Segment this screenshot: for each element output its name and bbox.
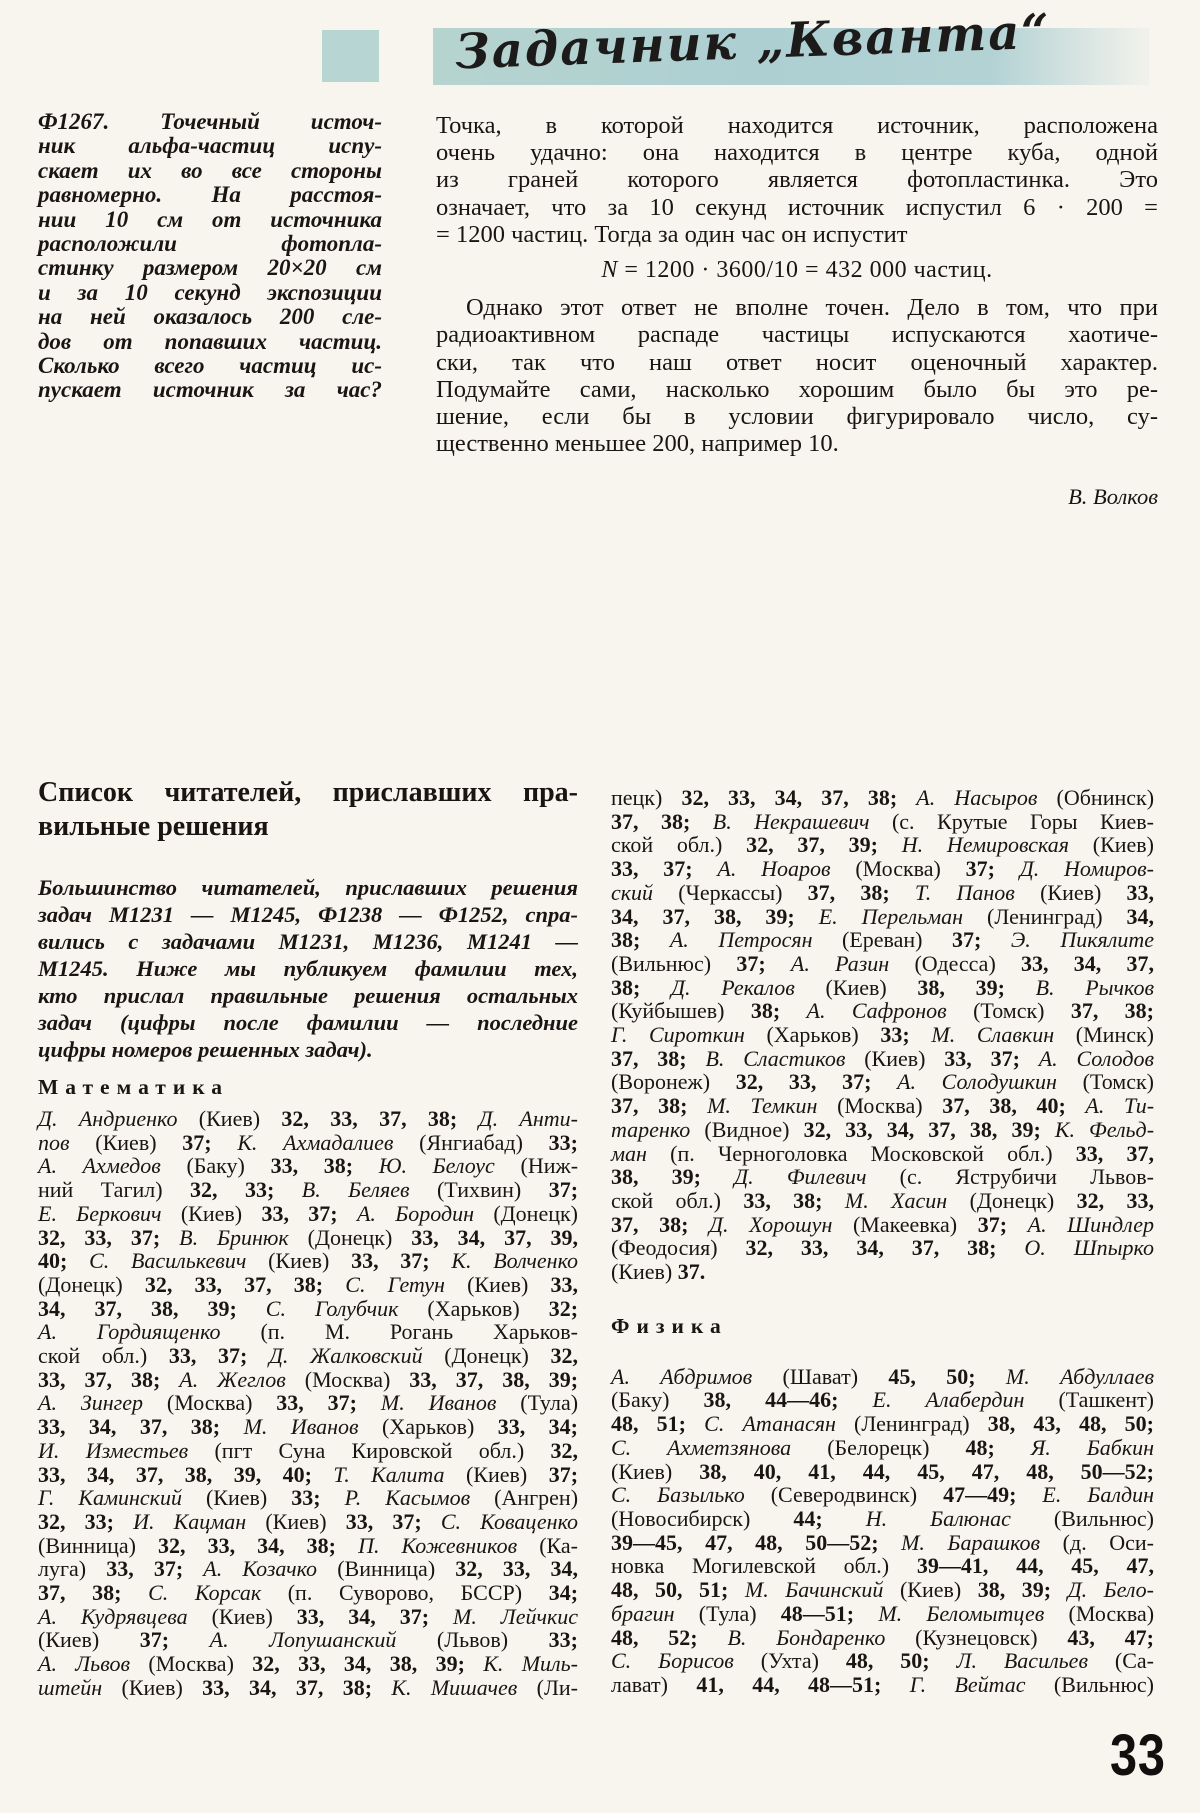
text-line: (Киев) 37; А. Лопушанский (Львов) 33; (38, 1627, 578, 1653)
text-line: А. Абдримов (Шават) 45, 50; М. Абдуллаев (611, 1363, 1155, 1389)
text-line: Однако этот ответ не вполне точен. Дело в том, что при (466, 294, 1158, 322)
text-line: 34, 37, 38, 39; С. Голубчик (Харьков) 32; (38, 1295, 579, 1321)
text-line: нии 10 см от источника (38, 206, 382, 232)
text-line: брагин (Тула) 48—51; М. Беломытцев (Москва) (611, 1600, 1155, 1626)
text-line: Е. Беркович (Киев) 33, 37; А. Бородин (Донецк) (38, 1200, 579, 1226)
text-line: Д. Андриенко (Киев) 32, 33, 37, 38; Д. Анти- (38, 1106, 578, 1131)
text-line: 32, 33, 37; В. Бринюк (Донецк) 33, 34, 37, 39, (38, 1224, 579, 1250)
solution-column (436, 112, 1158, 511)
physics-section-header: Физика (611, 1313, 728, 1338)
text-line: вильные решения (38, 811, 269, 842)
text-line: ски, так что наш ответ носит оценочный характер. (436, 348, 1158, 376)
text-line: (Винница) 32, 33, 34, 38; П. Кожевников (Ка- (38, 1532, 579, 1558)
text-line: новка Могилевской обл.) 39—41, 44, 45, 47, (611, 1553, 1155, 1579)
text-line: 39—45, 47, 48, 50—52; М. Барашков (д. Оси- (611, 1529, 1155, 1555)
text-line: Большинство читателей, приславших решения (38, 875, 578, 900)
text-line: скает их во все стороны (38, 157, 382, 183)
text-line: ской обл.) 33, 38; М. Хасин (Донецк) 32, 33, (611, 1187, 1155, 1213)
solution-paragraph-1 (436, 112, 1158, 248)
text-line: цифры номеров решенных задач). (38, 1037, 373, 1062)
readers-left-column (38, 776, 578, 1700)
text-line: А. Гордиященко (п. М. Рогань Харьков- (38, 1319, 578, 1345)
text-line: луга) 33, 37; А. Козачко (Винница) 32, 33, 34, (38, 1556, 579, 1582)
text-line: А. Ахмедов (Баку) 33, 38; Ю. Белоус (Ниж- (38, 1153, 579, 1179)
text-line: 33, 37, 38; А. Жеглов (Москва) 33, 37, 38, 39; (38, 1366, 579, 1392)
header-band-square (322, 30, 379, 82)
text-line: (Воронеж) 32, 33, 37; А. Солодушкин (Томск) (611, 1069, 1155, 1095)
text-line: пецк) 32, 33, 34, 37, 38; А. Насыров (Обнинск) (611, 785, 1155, 810)
text-line: 37, 38; В. Некрашевич (с. Крутые Горы Киев- (611, 808, 1154, 834)
text-line: 38; А. Петросян (Ереван) 37; Э. Пикялите (611, 927, 1154, 953)
header-band (433, 3, 1149, 85)
text-line: 34, 37, 38, 39; Е. Перельман (Ленинград) 34, (611, 903, 1155, 929)
text-line: Точка, в которой находится источник, расположена (436, 112, 1158, 139)
text-line: 33, 34, 37, 38, 39, 40; Т. Калита (Киев) 37; (38, 1461, 579, 1487)
text-line: кто прислал правильные решения остальных (38, 983, 578, 1008)
text-line: ской обл.) 33, 37; Д. Жалковский (Донецк) 32, (38, 1343, 579, 1369)
text-line: = 1200 частиц. Тогда за один час он испустит (436, 220, 908, 248)
text-line: таренко (Видное) 32, 33, 34, 37, 38, 39; К. Фельд- (611, 1116, 1155, 1142)
readers-section-heading (38, 776, 578, 844)
text-line: ской обл.) 32, 37, 39; Н. Немировская (Киев) (611, 832, 1155, 858)
text-line: С. Борисов (Ухта) 48, 50; Л. Васильев (Са- (611, 1648, 1155, 1674)
text-line: (Киев) 38, 40, 41, 44, 45, 47, 48, 50—52; (611, 1458, 1155, 1484)
text-line: Подумайте сами, насколько хорошим было бы это ре- (436, 375, 1158, 403)
math-section-header: Математика (38, 1075, 230, 1099)
text-line: ский (Черкассы) 37, 38; Т. Панов (Киев) 33, (611, 879, 1155, 905)
formula-body: = 1200 · 3600/10 = 432 000 частиц. (617, 257, 993, 284)
text-line: и за 10 секунд экспозиции (38, 279, 382, 305)
text-line: лават) 41, 44, 48—51; Г. Вейтас (Вильнюс) (611, 1671, 1155, 1697)
text-line: А. Кудрявцева (Киев) 33, 34, 37; М. Лейчкис (38, 1603, 579, 1629)
text-line: С. Ахметзянова (Белорецк) 48; Я. Бабкин (611, 1434, 1155, 1460)
text-line: 37, 38; С. Корсак (п. Суворово, БССР) 34; (38, 1580, 579, 1606)
text-line: означает, что за 10 секунд источник испустил 6 · 200 = (436, 193, 1158, 221)
text-line: 38; Д. Рекалов (Киев) 38, 39; В. Рычков (611, 974, 1155, 1000)
text-line: равномерно. На расстоя- (38, 182, 382, 208)
problem-statement (38, 110, 382, 403)
text-line: очень удачно: она находится в центре куба, одной (436, 139, 1158, 167)
text-line: 33, 34, 37, 38; М. Иванов (Харьков) 33, 34; (38, 1414, 579, 1440)
header-script-title: Задачник „Кванта“ (454, 3, 1052, 81)
text-line: 37, 38; М. Темкин (Москва) 37, 38, 40; А. Ти- (611, 1093, 1155, 1119)
solution-formula (436, 257, 1158, 284)
text-line: пускает источник за час? (38, 377, 382, 403)
solution-paragraph-2 (436, 294, 1158, 457)
text-line: ник альфа-частиц испу- (38, 133, 382, 159)
text-line: расположили фотопла- (38, 231, 382, 257)
text-line: из граней которого является фотопластинка. Это (436, 166, 1158, 194)
text-line: задач М1231 — М1245, Ф1238 — Ф1252, спра- (38, 902, 578, 927)
text-line: (Куйбышев) 38; А. Сафронов (Томск) 37, 38; (611, 998, 1154, 1024)
text-line: А. Львов (Москва) 32, 33, 34, 38, 39; К. Миль- (38, 1651, 578, 1677)
text-line: стинку размером 20×20 см (38, 255, 382, 281)
text-line: (Киев) 37. (611, 1259, 706, 1285)
text-line: С. Базылько (Северодвинск) 47—49; Е. Балдин (611, 1482, 1154, 1508)
text-line: (Вильнюс) 37; А. Разин (Одесса) 33, 34, 37, (611, 950, 1155, 976)
text-line: вились с задачами М1231, М1236, М1241 — (38, 929, 578, 954)
formula-variable: N (601, 257, 618, 284)
text-line: шение, если бы в условии фигурировало число, су- (436, 403, 1158, 431)
text-line: на ней оказалось 200 сле- (38, 304, 382, 330)
text-line: Список читателей, приславших пра- (38, 777, 578, 808)
text-line: 48, 51; С. Атанасян (Ленинград) 38, 43, 48, 50; (611, 1411, 1154, 1437)
text-line: 40; С. Василькевич (Киев) 33, 37; К. Волченко (38, 1248, 579, 1274)
text-line: 48, 50, 51; М. Бачинский (Киев) 38, 39; Д. Бело- (611, 1577, 1155, 1603)
text-line: А. Зингер (Москва) 33, 37; М. Иванов (Тула) (38, 1390, 579, 1416)
text-line: 33, 37; А. Ноаров (Москва) 37; Д. Номиров- (611, 856, 1154, 882)
author-byline: В. Волков (1068, 484, 1158, 510)
readers-intro (38, 874, 578, 1063)
text-line: Сколько всего частиц ис- (38, 353, 382, 379)
text-line: радиоактивном распаде частицы испускаются хаотиче- (436, 321, 1158, 349)
text-line: 48, 52; В. Бондаренко (Кузнецовск) 43, 47; (611, 1624, 1155, 1650)
math-readers-list-col1 (38, 1107, 578, 1700)
text-line: Г. Сироткин (Харьков) 33; М. Славкин (Минск) (611, 1022, 1155, 1048)
text-line: 37, 38; В. Сластиков (Киев) 33, 37; А. Солодов (611, 1045, 1155, 1071)
text-line: 38, 39; Д. Филевич (с. Яструбичи Львов- (611, 1164, 1154, 1190)
text-line: дов от попавших частиц. (38, 328, 382, 354)
text-line: (Донецк) 32, 33, 37, 38; С. Гетун (Киев) 33, (38, 1271, 579, 1297)
text-line: задач (цифры после фамилии — последние (38, 1010, 578, 1035)
text-line: штейн (Киев) 33, 34, 37, 38; К. Мишачев (Ли- (38, 1674, 579, 1700)
text-line: 32, 33; И. Кацман (Киев) 33, 37; С. Коваценко (38, 1508, 579, 1534)
text-line: Ф1267. Точечный источ- (38, 109, 382, 134)
text-line: щественно меньшее 200, например 10. (436, 430, 839, 458)
text-line: 37, 38; Д. Хорошун (Макеевка) 37; А. Шиндлер (611, 1211, 1155, 1237)
text-line: М1245. Ниже мы публикуем фамилии тех, (38, 956, 578, 981)
page-number: 33 (1110, 1723, 1166, 1788)
text-line: (Баку) 38, 44—46; Е. Алабердин (Ташкент) (611, 1387, 1155, 1413)
text-line: Г. Каминский (Киев) 33; Р. Касымов (Ангрен) (38, 1485, 579, 1511)
text-line: ний Тагил) 32, 33; В. Беляев (Тихвин) 37; (38, 1177, 579, 1203)
text-line: (Новосибирск) 44; Н. Балюнас (Вильнюс) (611, 1505, 1154, 1531)
text-line: пов (Киев) 37; К. Ахмадалиев (Янгиабад) 33; (38, 1129, 578, 1155)
text-line: И. Изместьев (пгт Суна Кировской обл.) 32, (38, 1437, 579, 1463)
math-readers-list-col2 (611, 786, 1154, 1284)
physics-readers-list (611, 1365, 1154, 1697)
text-line: ман (п. Черноголовка Московской обл.) 33, 37, (611, 1140, 1154, 1166)
text-line: (Феодосия) 32, 33, 34, 37, 38; О. Шпырко (611, 1235, 1155, 1261)
readers-right-column (611, 786, 1154, 1697)
